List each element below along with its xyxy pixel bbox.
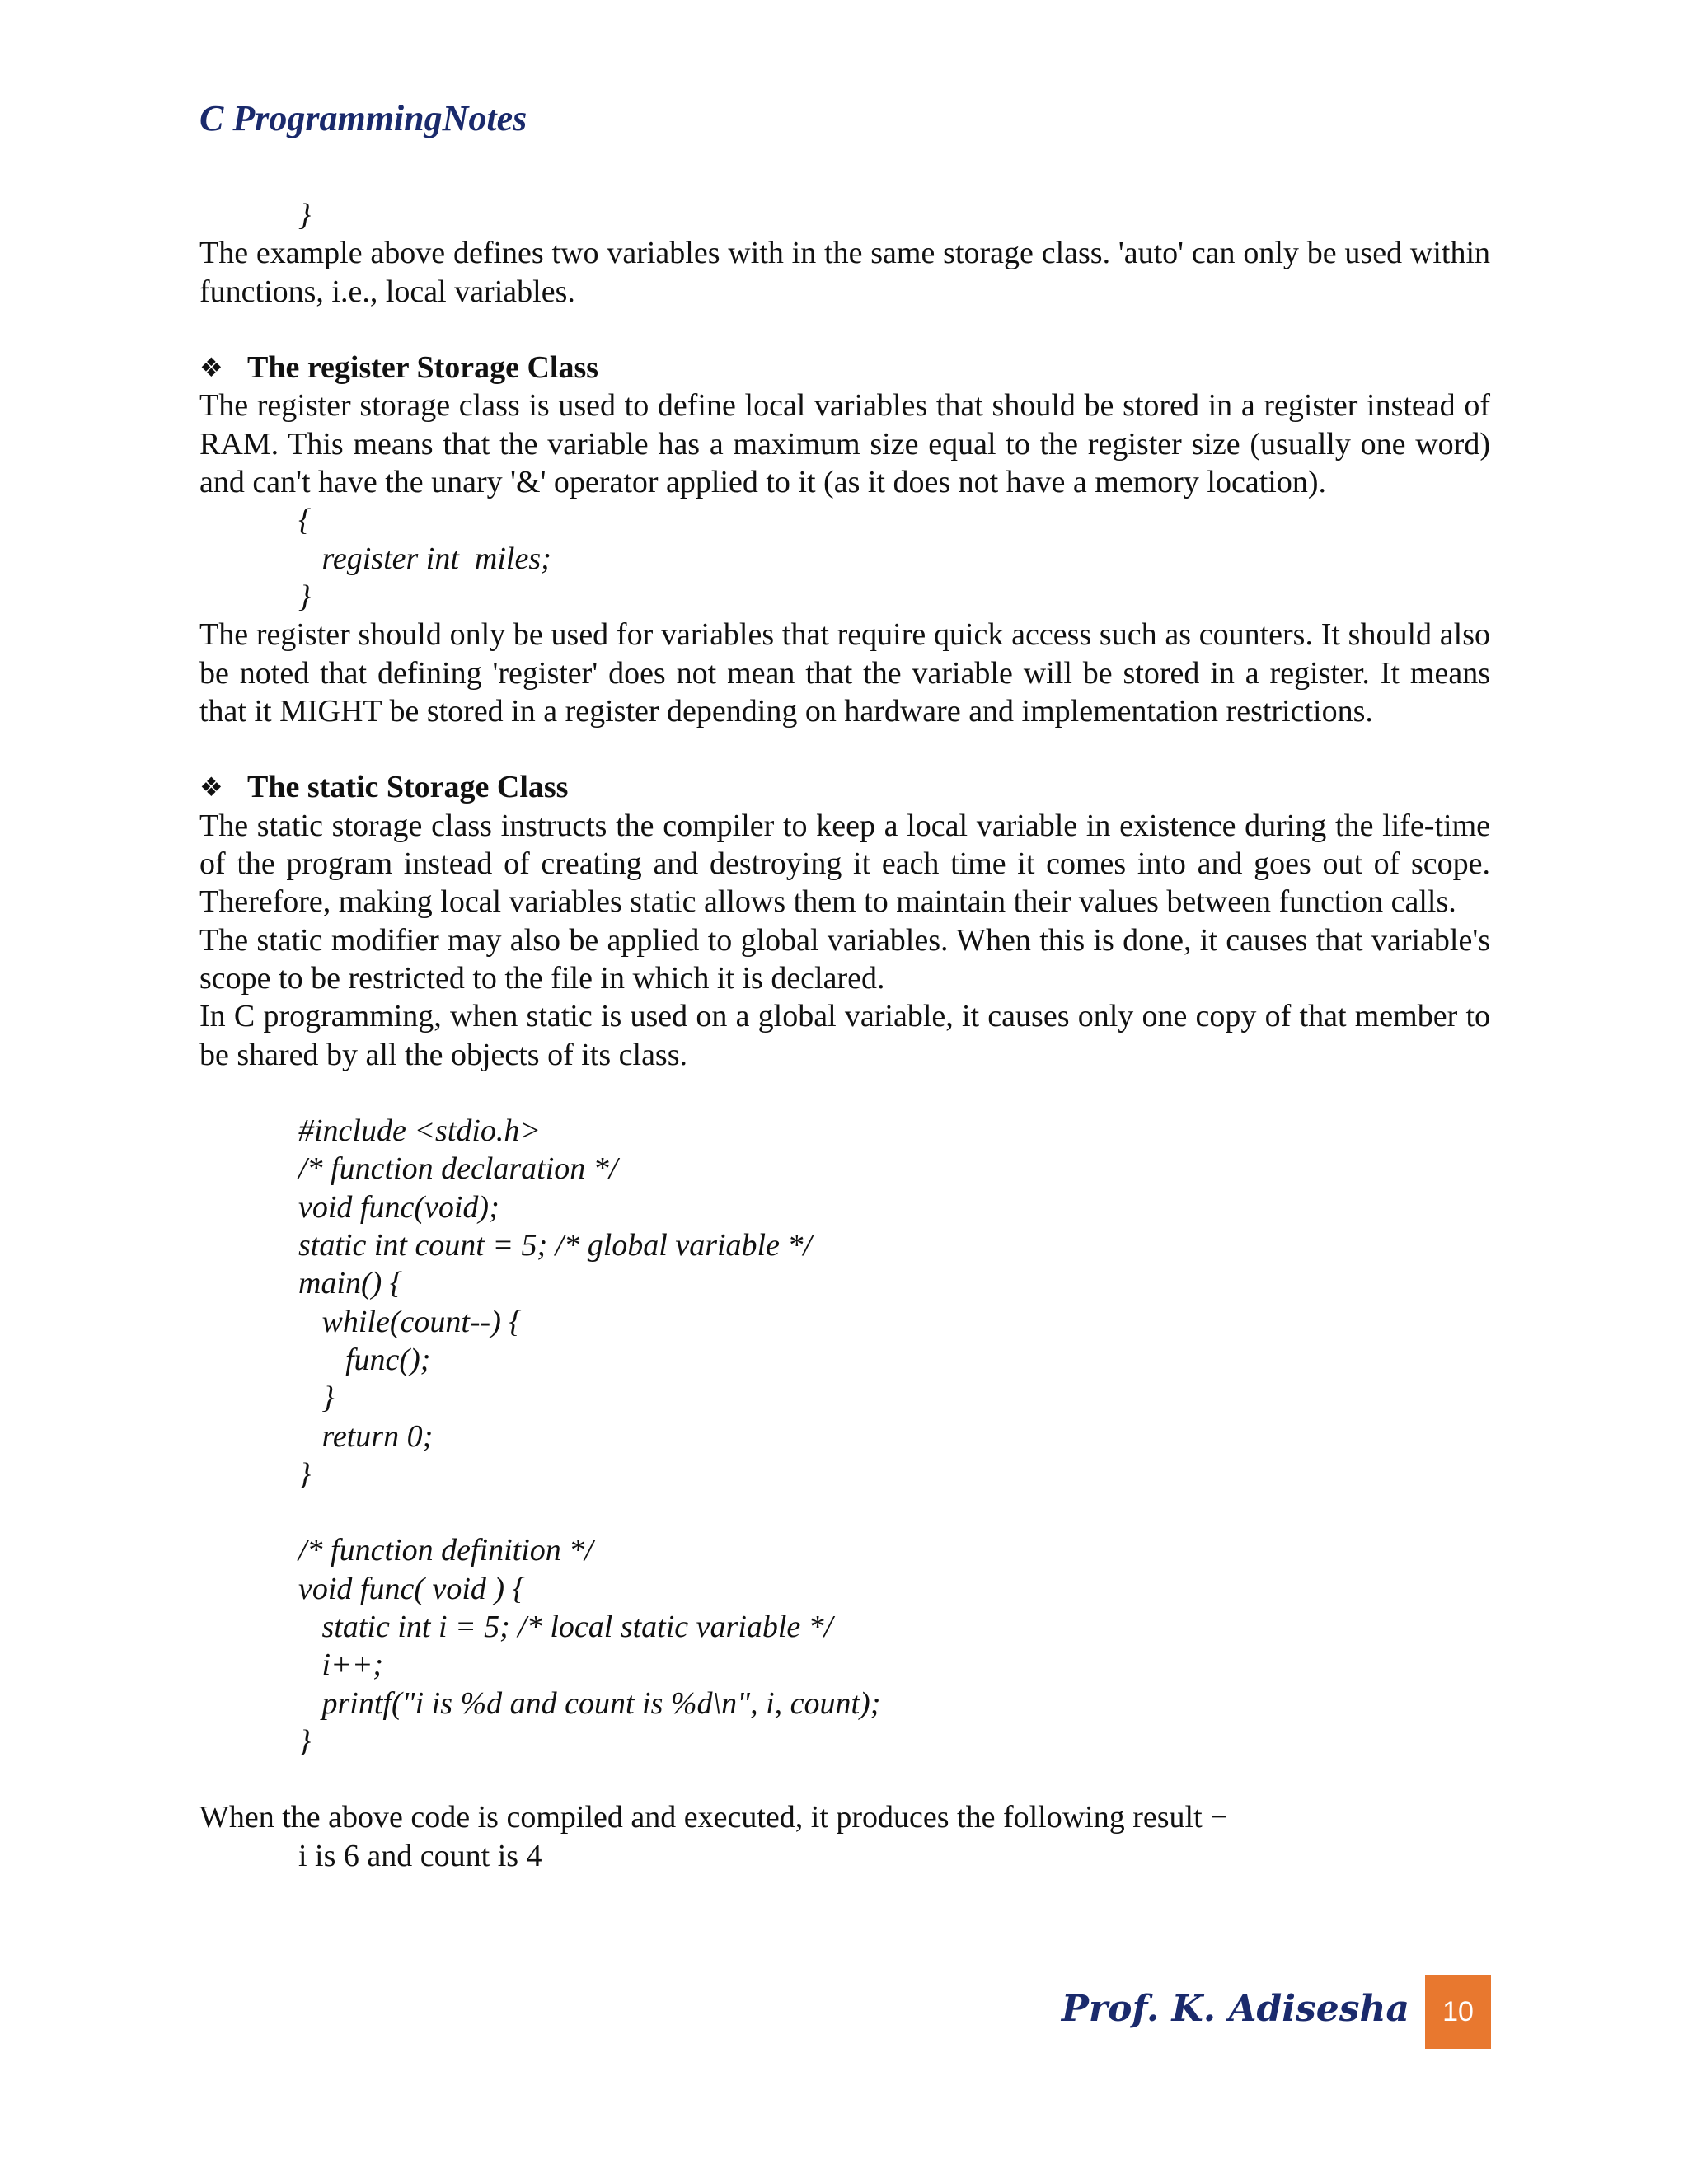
header-title: C ProgrammingNotes: [199, 98, 528, 138]
static-code-line: static int i = 5; /* local static variable */: [298, 1609, 833, 1644]
result-intro: When the above code is compiled and executed, it produces the following result −: [199, 1800, 1228, 1835]
static-code-line: }: [298, 1456, 312, 1492]
static-code-line: #include <stdio.h>: [298, 1113, 542, 1149]
static-paragraph-3: In C programming, when static is used on a global variable, it causes only one copy of that member to be shared by all the objects of its class.: [199, 999, 1490, 1072]
register-paragraph-2: The register should only be used for variables that require quick access such as counters. It should also be noted that defining 'register' does not mean that the variable will be stored in a register. It means that it MIGHT be stored in a register depending on hardware and implementation restrictions.: [199, 617, 1490, 729]
static-code-line: return 0;: [298, 1418, 434, 1454]
auto-paragraph: The example above defines two variables with in the same storage class. 'auto' can only be used within functions, i.e., local variables.: [199, 236, 1490, 309]
footer-author: Prof. K. Adisesha: [1061, 1988, 1409, 2030]
static-code-line: void func( void ) {: [298, 1571, 525, 1606]
static-code-line: func();: [298, 1342, 431, 1377]
static-code-line: /* function definition */: [298, 1533, 593, 1568]
page-number-badge: 10: [1425, 1975, 1491, 2049]
static-code-line: static int count = 5; /* global variable */: [298, 1228, 813, 1263]
register-paragraph-1: The register storage class is used to define local variables that should be stored in a register instead of RAM. This means that the variable has a maximum size equal to the register size (usually one word) and can't have the unary '&' operator applied to it (as it does not have a memory location).: [199, 388, 1490, 500]
static-paragraph-2: The static modifier may also be applied to global variables. When this is done, it causes that variable's scope to be restricted to the file in which it is declared.: [199, 922, 1490, 996]
register-heading: [199, 349, 1490, 387]
diamond-bullet-icon: ❖: [199, 353, 223, 383]
static-code-line: printf("i is %d and count is %d\n", i, count);: [298, 1685, 881, 1721]
static-code-line: while(count--) {: [298, 1304, 522, 1339]
static-heading-text: The static Storage Class: [247, 770, 569, 805]
static-code-line: }: [298, 1723, 312, 1759]
code-closing-brace: }: [298, 198, 312, 232]
static-code-line: i++;: [298, 1647, 383, 1683]
diamond-bullet-icon: ❖: [199, 772, 223, 803]
static-paragraph-1: The static storage class instructs the compiler to keep a local variable in existence during the life-time of the program instead of creating and destroying it each time it comes into and goes out of scope. Therefore, making local variables static allows them to maintain their values between function calls.: [199, 808, 1490, 920]
static-code-line: void func(void);: [298, 1189, 499, 1225]
register-code-line: {: [298, 503, 312, 538]
static-heading: [199, 768, 1490, 806]
register-code-line: register int miles;: [298, 541, 551, 576]
page-content: [199, 196, 1490, 1875]
register-code-line: }: [298, 579, 312, 614]
result-output: i is 6 and count is 4: [298, 1838, 542, 1873]
register-heading-text: The register Storage Class: [247, 350, 599, 386]
static-code-line: main() {: [298, 1266, 403, 1301]
static-code-line: /* function declaration */: [298, 1151, 618, 1187]
static-code-line: }: [298, 1380, 335, 1416]
